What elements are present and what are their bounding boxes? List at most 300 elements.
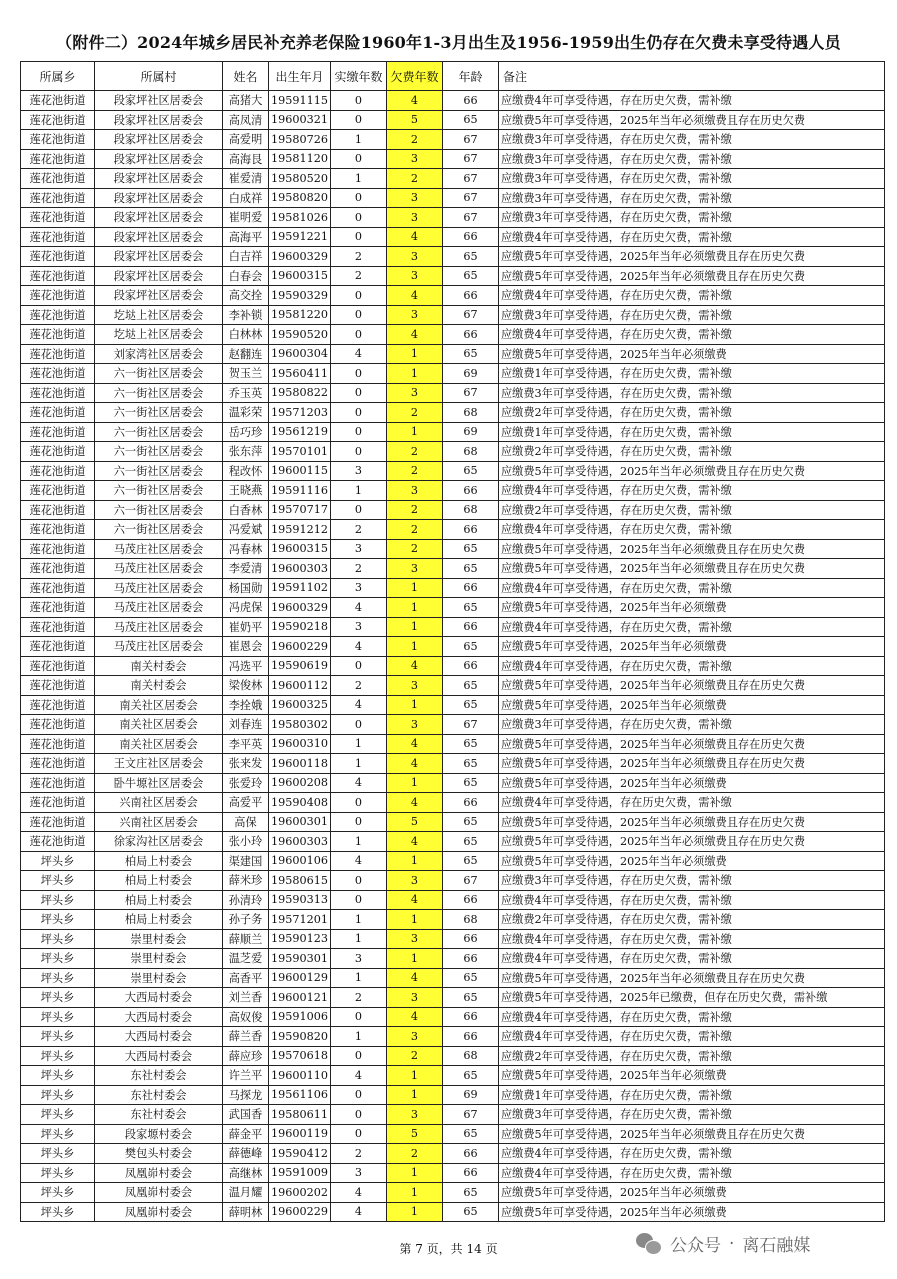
table-row bbox=[21, 188, 885, 208]
cell-paid-years: 2 bbox=[330, 988, 386, 1008]
cell-remark: 应缴费3年可享受待遇，存在历史欠费，需补缴 bbox=[498, 130, 884, 150]
cell-township: 莲花池街道 bbox=[21, 481, 95, 501]
cell-age: 66 bbox=[442, 91, 498, 111]
cell-paid-years: 0 bbox=[330, 149, 386, 169]
cell-remark: 应缴费4年可享受待遇，存在历史欠费，需补缴 bbox=[498, 1027, 884, 1047]
table-row bbox=[21, 110, 885, 130]
cell-paid-years: 0 bbox=[330, 227, 386, 247]
header-name: 姓名 bbox=[223, 62, 269, 91]
cell-birth: 19571203 bbox=[269, 403, 331, 423]
cell-birth: 19600118 bbox=[269, 754, 331, 774]
cell-remark: 应缴费5年可享受待遇，2025年当年必须缴费且存在历史欠费 bbox=[498, 734, 884, 754]
cell-birth: 19600112 bbox=[269, 676, 331, 696]
cell-remark: 应缴费3年可享受待遇，存在历史欠费，需补缴 bbox=[498, 383, 884, 403]
cell-owed-years: 1 bbox=[386, 578, 442, 598]
cell-owed-years: 4 bbox=[386, 754, 442, 774]
table-row bbox=[21, 559, 885, 579]
cell-birth: 19590520 bbox=[269, 325, 331, 345]
cell-age: 65 bbox=[442, 754, 498, 774]
cell-name: 薛应珍 bbox=[223, 1046, 269, 1066]
cell-remark: 应缴费5年可享受待遇，2025年当年必须缴费且存在历史欠费 bbox=[498, 247, 884, 267]
cell-remark: 应缴费4年可享受待遇，存在历史欠费，需补缴 bbox=[498, 617, 884, 637]
cell-remark: 应缴费5年可享受待遇，2025年当年必须缴费 bbox=[498, 344, 884, 364]
cell-remark: 应缴费5年可享受待遇，2025年当年必须缴费且存在历史欠费 bbox=[498, 1124, 884, 1144]
cell-age: 65 bbox=[442, 539, 498, 559]
cell-paid-years: 0 bbox=[330, 715, 386, 735]
cell-name: 崔爱清 bbox=[223, 169, 269, 189]
cell-age: 67 bbox=[442, 1105, 498, 1125]
table-row bbox=[21, 1066, 885, 1086]
cell-remark: 应缴费4年可享受待遇，存在历史欠费，需补缴 bbox=[498, 227, 884, 247]
cell-village: 六一街社区居委会 bbox=[95, 481, 223, 501]
cell-township: 坪头乡 bbox=[21, 1183, 95, 1203]
header-remark: 备注 bbox=[498, 62, 884, 91]
cell-name: 薛顺兰 bbox=[223, 929, 269, 949]
cell-birth: 19570101 bbox=[269, 442, 331, 462]
cell-paid-years: 0 bbox=[330, 442, 386, 462]
cell-birth: 19600303 bbox=[269, 832, 331, 852]
cell-age: 67 bbox=[442, 305, 498, 325]
cell-remark: 应缴费5年可享受待遇，2025年当年必须缴费且存在历史欠费 bbox=[498, 266, 884, 286]
cell-township: 坪头乡 bbox=[21, 1144, 95, 1164]
cell-paid-years: 0 bbox=[330, 1124, 386, 1144]
document-title: （附件二）2024年城乡居民补充养老保险1960年1-3月出生及1956-1959出生仍存在欠费未享受待遇人员 bbox=[56, 33, 841, 52]
cell-township: 坪头乡 bbox=[21, 929, 95, 949]
cell-remark: 应缴费3年可享受待遇，存在历史欠费，需补缴 bbox=[498, 149, 884, 169]
cell-township: 莲花池街道 bbox=[21, 247, 95, 267]
cell-owed-years: 1 bbox=[386, 910, 442, 930]
cell-birth: 19590412 bbox=[269, 1144, 331, 1164]
cell-age: 66 bbox=[442, 656, 498, 676]
cell-name: 冯选平 bbox=[223, 656, 269, 676]
cell-village: 段家坪社区居委会 bbox=[95, 227, 223, 247]
cell-township: 莲花池街道 bbox=[21, 637, 95, 657]
cell-township: 莲花池街道 bbox=[21, 169, 95, 189]
cell-paid-years: 0 bbox=[330, 91, 386, 111]
cell-owed-years: 2 bbox=[386, 1144, 442, 1164]
cell-name: 高海平 bbox=[223, 227, 269, 247]
cell-township: 坪头乡 bbox=[21, 851, 95, 871]
cell-age: 67 bbox=[442, 208, 498, 228]
cell-owed-years: 1 bbox=[386, 695, 442, 715]
cell-owed-years: 2 bbox=[386, 169, 442, 189]
cell-name: 崔奶平 bbox=[223, 617, 269, 637]
cell-village: 东社村委会 bbox=[95, 1085, 223, 1105]
header-township: 所属乡 bbox=[21, 62, 95, 91]
cell-birth: 19591006 bbox=[269, 1007, 331, 1027]
table-row bbox=[21, 929, 885, 949]
cell-name: 高海艮 bbox=[223, 149, 269, 169]
table-row bbox=[21, 910, 885, 930]
cell-birth: 19600303 bbox=[269, 559, 331, 579]
cell-name: 刘春连 bbox=[223, 715, 269, 735]
cell-paid-years: 1 bbox=[330, 832, 386, 852]
cell-name: 白吉祥 bbox=[223, 247, 269, 267]
cell-township: 莲花池街道 bbox=[21, 286, 95, 306]
cell-age: 65 bbox=[442, 266, 498, 286]
cell-township: 莲花池街道 bbox=[21, 344, 95, 364]
cell-remark: 应缴费4年可享受待遇，存在历史欠费，需补缴 bbox=[498, 325, 884, 345]
cell-township: 莲花池街道 bbox=[21, 364, 95, 384]
cell-age: 69 bbox=[442, 364, 498, 384]
cell-paid-years: 3 bbox=[330, 539, 386, 559]
cell-age: 67 bbox=[442, 169, 498, 189]
cell-birth: 19580302 bbox=[269, 715, 331, 735]
cell-township: 莲花池街道 bbox=[21, 461, 95, 481]
cell-remark: 应缴费3年可享受待遇，存在历史欠费，需补缴 bbox=[498, 188, 884, 208]
table-row bbox=[21, 1202, 885, 1222]
cell-owed-years: 1 bbox=[386, 422, 442, 442]
cell-village: 段家坪社区居委会 bbox=[95, 130, 223, 150]
cell-age: 65 bbox=[442, 676, 498, 696]
cell-age: 66 bbox=[442, 286, 498, 306]
cell-remark: 应缴费5年可享受待遇，2025年当年必须缴费且存在历史欠费 bbox=[498, 110, 884, 130]
cell-village: 段家坪社区居委会 bbox=[95, 149, 223, 169]
cell-name: 温月耀 bbox=[223, 1183, 269, 1203]
cell-township: 莲花池街道 bbox=[21, 793, 95, 813]
cell-name: 温芝爱 bbox=[223, 949, 269, 969]
cell-village: 马茂庄社区居委会 bbox=[95, 617, 223, 637]
table-row bbox=[21, 539, 885, 559]
cell-remark: 应缴费5年可享受待遇，2025年当年必须缴费 bbox=[498, 1066, 884, 1086]
cell-age: 66 bbox=[442, 481, 498, 501]
cell-paid-years: 1 bbox=[330, 734, 386, 754]
cell-paid-years: 3 bbox=[330, 578, 386, 598]
cell-paid-years: 1 bbox=[330, 754, 386, 774]
table-row bbox=[21, 1105, 885, 1125]
table-row bbox=[21, 832, 885, 852]
cell-age: 68 bbox=[442, 442, 498, 462]
cell-remark: 应缴费3年可享受待遇，存在历史欠费，需补缴 bbox=[498, 1105, 884, 1125]
cell-paid-years: 0 bbox=[330, 403, 386, 423]
cell-birth: 19580822 bbox=[269, 383, 331, 403]
cell-village: 大西局村委会 bbox=[95, 1046, 223, 1066]
table-row bbox=[21, 461, 885, 481]
cell-remark: 应缴费4年可享受待遇，存在历史欠费，需补缴 bbox=[498, 1163, 884, 1183]
cell-name: 高猪大 bbox=[223, 91, 269, 111]
cell-township: 莲花池街道 bbox=[21, 715, 95, 735]
cell-age: 67 bbox=[442, 130, 498, 150]
cell-owed-years: 4 bbox=[386, 91, 442, 111]
cell-paid-years: 4 bbox=[330, 1066, 386, 1086]
cell-age: 67 bbox=[442, 715, 498, 735]
cell-remark: 应缴费3年可享受待遇，存在历史欠费，需补缴 bbox=[498, 715, 884, 735]
cell-village: 段家坪社区居委会 bbox=[95, 91, 223, 111]
cell-remark: 应缴费3年可享受待遇，存在历史欠费，需补缴 bbox=[498, 305, 884, 325]
cell-name: 薛米珍 bbox=[223, 871, 269, 891]
cell-township: 莲花池街道 bbox=[21, 520, 95, 540]
cell-name: 薛德峰 bbox=[223, 1144, 269, 1164]
table-row bbox=[21, 812, 885, 832]
cell-name: 程改怀 bbox=[223, 461, 269, 481]
cell-township: 坪头乡 bbox=[21, 1163, 95, 1183]
cell-birth: 19590408 bbox=[269, 793, 331, 813]
cell-age: 65 bbox=[442, 344, 498, 364]
cell-remark: 应缴费2年可享受待遇，存在历史欠费，需补缴 bbox=[498, 1046, 884, 1066]
cell-township: 莲花池街道 bbox=[21, 578, 95, 598]
cell-village: 崇里村委会 bbox=[95, 949, 223, 969]
cell-township: 莲花池街道 bbox=[21, 442, 95, 462]
cell-remark: 应缴费5年可享受待遇，2025年当年必须缴费且存在历史欠费 bbox=[498, 676, 884, 696]
table-row bbox=[21, 890, 885, 910]
cell-remark: 应缴费4年可享受待遇，存在历史欠费，需补缴 bbox=[498, 286, 884, 306]
cell-age: 66 bbox=[442, 578, 498, 598]
cell-paid-years: 0 bbox=[330, 871, 386, 891]
cell-name: 冯春林 bbox=[223, 539, 269, 559]
cell-owed-years: 2 bbox=[386, 539, 442, 559]
cell-village: 南关社区居委会 bbox=[95, 715, 223, 735]
cell-owed-years: 4 bbox=[386, 286, 442, 306]
cell-remark: 应缴费5年可享受待遇，2025年当年必须缴费 bbox=[498, 637, 884, 657]
cell-village: 樊包头村委会 bbox=[95, 1144, 223, 1164]
cell-paid-years: 2 bbox=[330, 559, 386, 579]
cell-paid-years: 4 bbox=[330, 598, 386, 618]
cell-paid-years: 0 bbox=[330, 208, 386, 228]
cell-owed-years: 2 bbox=[386, 1046, 442, 1066]
cell-owed-years: 3 bbox=[386, 149, 442, 169]
wechat-icon bbox=[636, 1233, 662, 1255]
cell-age: 67 bbox=[442, 871, 498, 891]
cell-village: 段家坪社区居委会 bbox=[95, 188, 223, 208]
cell-birth: 19581026 bbox=[269, 208, 331, 228]
cell-birth: 19590313 bbox=[269, 890, 331, 910]
cell-village: 段家坪社区居委会 bbox=[95, 286, 223, 306]
cell-age: 66 bbox=[442, 793, 498, 813]
cell-township: 莲花池街道 bbox=[21, 149, 95, 169]
cell-age: 65 bbox=[442, 559, 498, 579]
cell-owed-years: 3 bbox=[386, 208, 442, 228]
cell-owed-years: 1 bbox=[386, 1085, 442, 1105]
cell-birth: 19600119 bbox=[269, 1124, 331, 1144]
cell-age: 65 bbox=[442, 1183, 498, 1203]
cell-remark: 应缴费2年可享受待遇，存在历史欠费，需补缴 bbox=[498, 442, 884, 462]
cell-remark: 应缴费3年可享受待遇，存在历史欠费，需补缴 bbox=[498, 169, 884, 189]
cell-paid-years: 1 bbox=[330, 968, 386, 988]
cell-village: 徐家沟社区居委会 bbox=[95, 832, 223, 852]
cell-age: 68 bbox=[442, 910, 498, 930]
cell-township: 莲花池街道 bbox=[21, 500, 95, 520]
cell-birth: 19570618 bbox=[269, 1046, 331, 1066]
table-row bbox=[21, 481, 885, 501]
cell-township: 坪头乡 bbox=[21, 968, 95, 988]
table-row bbox=[21, 364, 885, 384]
cell-village: 马茂庄社区居委会 bbox=[95, 578, 223, 598]
cell-remark: 应缴费4年可享受待遇，存在历史欠费，需补缴 bbox=[498, 890, 884, 910]
cell-remark: 应缴费5年可享受待遇，2025年当年必须缴费且存在历史欠费 bbox=[498, 754, 884, 774]
cell-paid-years: 0 bbox=[330, 188, 386, 208]
cell-remark: 应缴费5年可享受待遇，2025年当年必须缴费 bbox=[498, 851, 884, 871]
cell-village: 崇里村委会 bbox=[95, 929, 223, 949]
cell-name: 武国香 bbox=[223, 1105, 269, 1125]
cell-township: 莲花池街道 bbox=[21, 754, 95, 774]
cell-birth: 19600121 bbox=[269, 988, 331, 1008]
cell-birth: 19600115 bbox=[269, 461, 331, 481]
cell-name: 高凤清 bbox=[223, 110, 269, 130]
cell-age: 66 bbox=[442, 1163, 498, 1183]
cell-birth: 19590218 bbox=[269, 617, 331, 637]
cell-age: 66 bbox=[442, 227, 498, 247]
cell-paid-years: 0 bbox=[330, 305, 386, 325]
cell-age: 65 bbox=[442, 968, 498, 988]
cell-village: 兴南社区居委会 bbox=[95, 812, 223, 832]
cell-owed-years: 4 bbox=[386, 656, 442, 676]
table-row bbox=[21, 266, 885, 286]
cell-township: 莲花池街道 bbox=[21, 188, 95, 208]
cell-birth: 19600315 bbox=[269, 539, 331, 559]
cell-paid-years: 3 bbox=[330, 1163, 386, 1183]
cell-paid-years: 0 bbox=[330, 500, 386, 520]
cell-owed-years: 3 bbox=[386, 247, 442, 267]
cell-birth: 19590329 bbox=[269, 286, 331, 306]
cell-remark: 应缴费5年可享受待遇，2025年已缴费，但存在历史欠费，需补缴 bbox=[498, 988, 884, 1008]
cell-village: 段家塬村委会 bbox=[95, 1124, 223, 1144]
cell-name: 崔恩会 bbox=[223, 637, 269, 657]
cell-remark: 应缴费4年可享受待遇，存在历史欠费，需补缴 bbox=[498, 929, 884, 949]
cell-name: 白林林 bbox=[223, 325, 269, 345]
cell-owed-years: 4 bbox=[386, 227, 442, 247]
cell-village: 南关村委会 bbox=[95, 656, 223, 676]
cell-village: 圪垯上社区居委会 bbox=[95, 325, 223, 345]
cell-owed-years: 4 bbox=[386, 793, 442, 813]
cell-village: 柏局上村委会 bbox=[95, 910, 223, 930]
cell-name: 李拴娥 bbox=[223, 695, 269, 715]
cell-birth: 19580615 bbox=[269, 871, 331, 891]
table-row bbox=[21, 305, 885, 325]
table-row bbox=[21, 851, 885, 871]
cell-age: 65 bbox=[442, 851, 498, 871]
table-row bbox=[21, 676, 885, 696]
cell-paid-years: 4 bbox=[330, 1183, 386, 1203]
cell-village: 凤凰峁村委会 bbox=[95, 1183, 223, 1203]
cell-birth: 19600329 bbox=[269, 247, 331, 267]
cell-village: 柏局上村委会 bbox=[95, 871, 223, 891]
cell-remark: 应缴费4年可享受待遇，存在历史欠费，需补缴 bbox=[498, 520, 884, 540]
cell-remark: 应缴费5年可享受待遇，2025年当年必须缴费且存在历史欠费 bbox=[498, 812, 884, 832]
table-row bbox=[21, 325, 885, 345]
cell-remark: 应缴费3年可享受待遇，存在历史欠费，需补缴 bbox=[498, 871, 884, 891]
cell-paid-years: 1 bbox=[330, 1027, 386, 1047]
cell-paid-years: 2 bbox=[330, 1144, 386, 1164]
cell-owed-years: 4 bbox=[386, 734, 442, 754]
cell-village: 凤凰峁村委会 bbox=[95, 1202, 223, 1222]
cell-village: 六一街社区居委会 bbox=[95, 520, 223, 540]
cell-birth: 19591212 bbox=[269, 520, 331, 540]
cell-age: 66 bbox=[442, 617, 498, 637]
cell-name: 渠建国 bbox=[223, 851, 269, 871]
cell-owed-years: 2 bbox=[386, 130, 442, 150]
cell-age: 67 bbox=[442, 188, 498, 208]
cell-paid-years: 4 bbox=[330, 637, 386, 657]
cell-birth: 19600229 bbox=[269, 637, 331, 657]
cell-birth: 19571201 bbox=[269, 910, 331, 930]
header-owed-years: 欠费年数 bbox=[386, 62, 442, 91]
cell-name: 白香林 bbox=[223, 500, 269, 520]
cell-remark: 应缴费4年可享受待遇，存在历史欠费，需补缴 bbox=[498, 578, 884, 598]
cell-birth: 19600301 bbox=[269, 812, 331, 832]
cell-remark: 应缴费4年可享受待遇，存在历史欠费，需补缴 bbox=[498, 949, 884, 969]
cell-owed-years: 3 bbox=[386, 481, 442, 501]
cell-birth: 19581120 bbox=[269, 149, 331, 169]
table-row bbox=[21, 520, 885, 540]
cell-owed-years: 1 bbox=[386, 1202, 442, 1222]
cell-paid-years: 0 bbox=[330, 1007, 386, 1027]
cell-age: 65 bbox=[442, 812, 498, 832]
cell-owed-years: 2 bbox=[386, 442, 442, 462]
cell-paid-years: 3 bbox=[330, 461, 386, 481]
cell-birth: 19600315 bbox=[269, 266, 331, 286]
cell-name: 高保 bbox=[223, 812, 269, 832]
cell-paid-years: 4 bbox=[330, 344, 386, 364]
table-row bbox=[21, 871, 885, 891]
cell-township: 坪头乡 bbox=[21, 1085, 95, 1105]
cell-name: 温彩荣 bbox=[223, 403, 269, 423]
table-row bbox=[21, 344, 885, 364]
cell-village: 王文庄社区居委会 bbox=[95, 754, 223, 774]
cell-name: 梁俊林 bbox=[223, 676, 269, 696]
cell-age: 66 bbox=[442, 890, 498, 910]
cell-birth: 19561219 bbox=[269, 422, 331, 442]
cell-owed-years: 1 bbox=[386, 1066, 442, 1086]
cell-owed-years: 1 bbox=[386, 637, 442, 657]
cell-remark: 应缴费4年可享受待遇，存在历史欠费，需补缴 bbox=[498, 656, 884, 676]
table-row bbox=[21, 734, 885, 754]
cell-village: 圪垯上社区居委会 bbox=[95, 305, 223, 325]
cell-village: 六一街社区居委会 bbox=[95, 403, 223, 423]
cell-township: 莲花池街道 bbox=[21, 208, 95, 228]
table-row bbox=[21, 247, 885, 267]
cell-remark: 应缴费2年可享受待遇，存在历史欠费，需补缴 bbox=[498, 910, 884, 930]
cell-remark: 应缴费4年可享受待遇，存在历史欠费，需补缴 bbox=[498, 1144, 884, 1164]
cell-township: 莲花池街道 bbox=[21, 617, 95, 637]
table-row bbox=[21, 1085, 885, 1105]
cell-owed-years: 1 bbox=[386, 598, 442, 618]
cell-owed-years: 1 bbox=[386, 617, 442, 637]
table-row bbox=[21, 208, 885, 228]
cell-township: 莲花池街道 bbox=[21, 383, 95, 403]
cell-name: 张小玲 bbox=[223, 832, 269, 852]
cell-owed-years: 3 bbox=[386, 676, 442, 696]
watermark-dot: · bbox=[729, 1233, 735, 1254]
cell-owed-years: 4 bbox=[386, 1007, 442, 1027]
watermark bbox=[636, 1231, 810, 1256]
cell-name: 冯虎保 bbox=[223, 598, 269, 618]
cell-birth: 19600304 bbox=[269, 344, 331, 364]
cell-name: 白春会 bbox=[223, 266, 269, 286]
table-row bbox=[21, 1124, 885, 1144]
cell-name: 高交拴 bbox=[223, 286, 269, 306]
cell-owed-years: 3 bbox=[386, 559, 442, 579]
cell-birth: 19580820 bbox=[269, 188, 331, 208]
cell-paid-years: 2 bbox=[330, 676, 386, 696]
cell-village: 兴南社区居委会 bbox=[95, 793, 223, 813]
cell-owed-years: 3 bbox=[386, 988, 442, 1008]
cell-birth: 19580520 bbox=[269, 169, 331, 189]
cell-paid-years: 1 bbox=[330, 481, 386, 501]
cell-name: 崔明爱 bbox=[223, 208, 269, 228]
cell-owed-years: 4 bbox=[386, 968, 442, 988]
cell-village: 六一街社区居委会 bbox=[95, 461, 223, 481]
table-row bbox=[21, 793, 885, 813]
cell-name: 张东萍 bbox=[223, 442, 269, 462]
cell-birth: 19590123 bbox=[269, 929, 331, 949]
cell-name: 赵翻连 bbox=[223, 344, 269, 364]
watermark-name: 离石融媒 bbox=[742, 1236, 811, 1256]
cell-remark: 应缴费4年可享受待遇，存在历史欠费，需补缴 bbox=[498, 481, 884, 501]
table-row bbox=[21, 227, 885, 247]
cell-paid-years: 0 bbox=[330, 1046, 386, 1066]
cell-village: 凤凰峁村委会 bbox=[95, 1163, 223, 1183]
cell-township: 莲花池街道 bbox=[21, 734, 95, 754]
